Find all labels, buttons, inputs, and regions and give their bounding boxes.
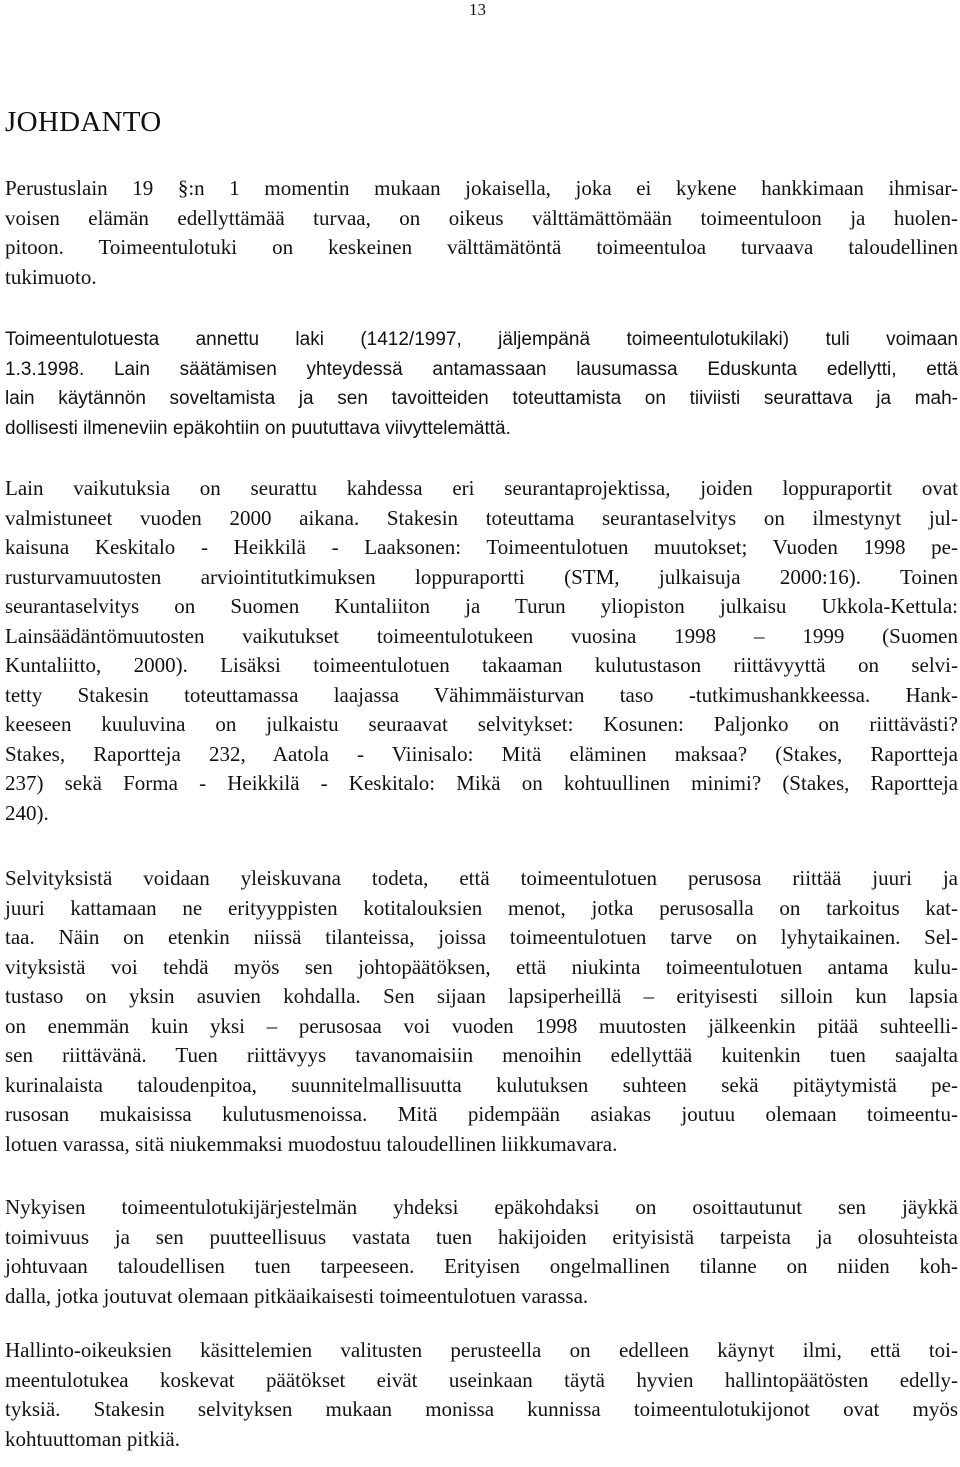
text-line: Kuntaliitto, 2000). Lisäksi toimeentulotuen takaaman kulutustason riittävyyttä on selvi- bbox=[5, 653, 958, 677]
text-line: Nykyisen toimeentulotukijärjestelmän yhdeksi epäkohdaksi on osoittautunut sen jäykkä bbox=[5, 1195, 958, 1219]
paragraph-5 bbox=[5, 1193, 958, 1311]
text-line: 1.3.1998. Lain säätämisen yhteydessä antamassaan lausumassa Eduskunta edellytti, että bbox=[5, 358, 958, 380]
text-line: pitoon. Toimeentulotuki on keskeinen välttämätöntä toimeentuloa turvaava taloudellinen bbox=[5, 235, 958, 259]
text-line: Selvityksistä voidaan yleiskuvana todeta, että toimeentulotuen perusosa riittää juuri ja bbox=[5, 866, 958, 890]
text-line: sen riittävänä. Tuen riittävyys tavanomaisiin menoihin edellyttää kuitenkin tuen saajalta bbox=[5, 1043, 958, 1067]
text-line: rusosan mukaisissa kulutusmenoissa. Mitä pidempään asiakas joutuu olemaan toimeentu- bbox=[5, 1102, 958, 1126]
text-line: Lainsäädäntömuutosten vaikutukset toimeentulotukeen vuosina 1998 – 1999 (Suomen bbox=[5, 623, 958, 648]
text-line: Toimeentulotuesta annettu laki (1412/1997, jäljempänä toimeentulotukilaki) tuli voimaan bbox=[5, 329, 958, 350]
text-line: tetty Stakesin toteuttamassa laajassa Vähimmäisturvan taso -tutkimushankkeessa. Hank- bbox=[5, 682, 958, 707]
text-line: johtuvaan taloudellisen tuen tarpeeseen. Erityisen ongelmallinen tilanne on niiden koh- bbox=[5, 1254, 958, 1278]
text-line: dollisesti ilmeneviin epäkohtiin on puututtava viivyttelemättä. bbox=[5, 417, 511, 439]
text-line: seurantaselvitys on Suomen Kuntaliiton ja Turun yliopiston julkaisu Ukkola-Kettula: bbox=[5, 594, 958, 618]
paragraph-1 bbox=[5, 174, 958, 292]
text-line: rusturvamuutosten arviointitutkimuksen loppuraportti (STM, julkaisuja 2000:16). Toinen bbox=[5, 564, 958, 589]
text-line: kaisuna Keskitalo - Heikkilä - Laaksonen: Toimeentulotuen muutokset; Vuoden 1998 pe- bbox=[5, 535, 958, 559]
text-line: tustaso on yksin asuvien kohdalla. Sen sijaan lapsiperheillä – erityisesti silloin kun lapsia bbox=[5, 984, 958, 1008]
text-line: lotuen varassa, sitä niukemmaksi muodostuu taloudellinen liikkumavara. bbox=[5, 1131, 618, 1156]
text-line: kurinalaista taloudenpitoa, suunnitelmallisuutta kulutuksen suhteen sekä pitäytymistä pe- bbox=[5, 1072, 958, 1097]
text-line: 240). bbox=[5, 800, 49, 825]
text-line: Lain vaikutuksia on seurattu kahdessa eri seurantaprojektissa, joiden loppuraportit ovat bbox=[5, 476, 958, 500]
text-line: dalla, jotka joutuvat olemaan pitkäaikaisesti toimeentulotuen varassa. bbox=[5, 1283, 589, 1308]
text-line: tukimuoto. bbox=[5, 264, 97, 289]
text-line: lain käytännön soveltamista ja sen tavoitteiden toteuttamista on tiiviisti seurattava ja mah- bbox=[5, 388, 958, 409]
paragraph-4 bbox=[5, 864, 958, 1159]
text-line: valmistuneet vuoden 2000 aikana. Stakesin toteuttama seurantaselvitys on ilmestynyt jul- bbox=[5, 505, 958, 530]
text-line: Stakes, Raportteja 232, Aatola - Viinisalo: Mitä eläminen maksaa? (Stakes, Raportteja bbox=[5, 741, 958, 766]
page-number: 13 bbox=[469, 0, 486, 19]
text-line: keeseen kuuluvina on julkaistu seuraavat selvitykset: Kosunen: Paljonko on riittävästi? bbox=[5, 712, 958, 736]
text-line: kohtuuttoman pitkiä. bbox=[5, 1426, 180, 1451]
paragraph-3 bbox=[5, 474, 958, 828]
text-line: taa. Näin on etenkin niissä tilanteissa, joissa toimeentulotuen tarve on lyhytaikainen. Sel- bbox=[5, 925, 958, 949]
text-line: juuri kattamaan ne erityyppisten kotitalouksien menot, jotka perusosalla on tarkoitus kat- bbox=[5, 895, 958, 920]
paragraph-6 bbox=[5, 1336, 958, 1454]
paragraph-2 bbox=[5, 325, 958, 443]
text-line: Hallinto-oikeuksien käsittelemien valitusten perusteella on edelleen käynyt ilmi, että toi- bbox=[5, 1338, 958, 1362]
text-line: voisen elämän edellyttämää turvaa, on oikeus välttämättömään toimeentuloon ja huolen- bbox=[5, 205, 958, 230]
text-line: Perustuslain 19 §:n 1 momentin mukaan jokaisella, joka ei kykene hankkimaan ihmisar- bbox=[5, 176, 958, 200]
text-line: 237) sekä Forma - Heikkilä - Keskitalo: Mikä on kohtuullinen minimi? (Stakes, Raportteja bbox=[5, 771, 958, 795]
text-line: toimivuus ja sen puutteellisuus vastata tuen hakijoiden erityisistä tarpeista ja olosuhteista bbox=[5, 1224, 958, 1249]
text-line: vityksistä voi tehdä myös sen johtopäätöksen, että niukinta toimeentulotuen antama kulu- bbox=[5, 954, 958, 979]
page-title: JOHDANTO bbox=[5, 106, 162, 138]
text-line: on enemmän kuin yksi – perusosaa voi vuoden 1998 muutosten jälkeenkin pitää suhteelli- bbox=[5, 1013, 958, 1038]
text-line: tyksiä. Stakesin selvityksen mukaan monissa kunnissa toimeentulotukijonot ovat myös bbox=[5, 1397, 958, 1421]
text-line: meentulotukea koskevat päätökset eivät useinkaan täytä hyvien hallintopäätösten edelly- bbox=[5, 1367, 958, 1392]
